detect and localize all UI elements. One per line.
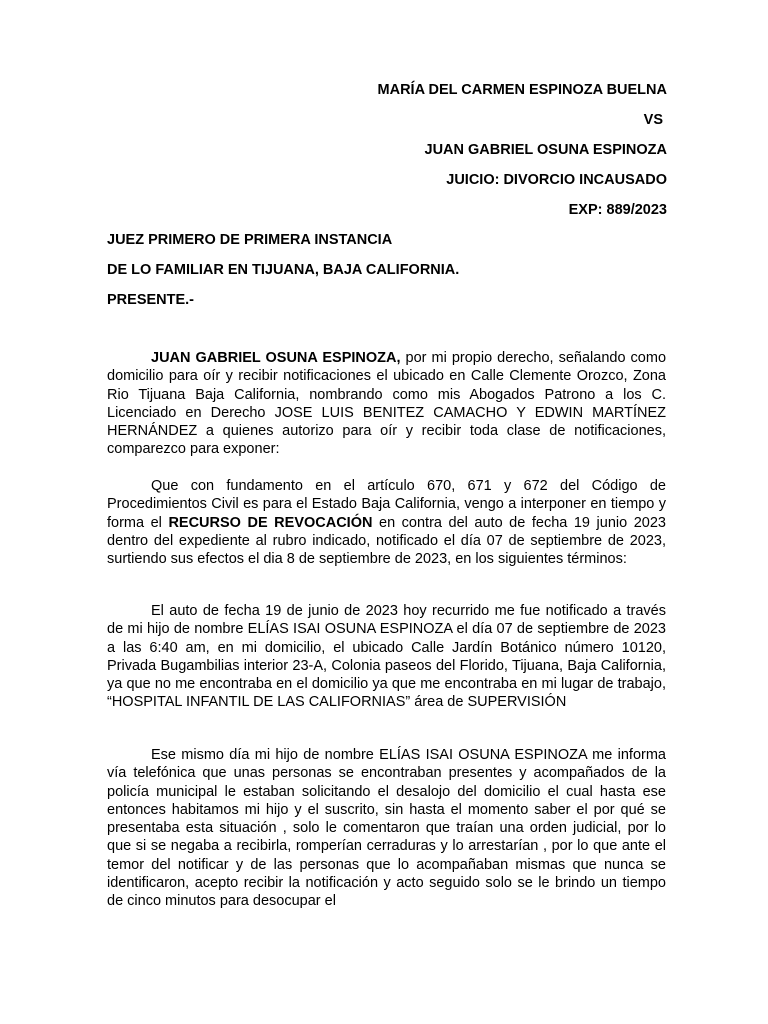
case-type: JUICIO: DIVORCIO INCAUSADO (446, 172, 667, 188)
paragraph-events: Ese mismo día mi hijo de nombre ELÍAS ISAI OSUNA ESPINOZA me informa vía telefónica que unas personas se encontraban presentes y acompañados de la policía municipal le estaban solicitando el desalojo del domicilio el cual hasta ese entonces habitamos mi hijo y el suscrito, sin hasta el momento saber el por qué se presentaba esta situación , solo le comentaron que traían una orden judicial, por lo que si se negaba a recibirla, romperían cerraduras y lo arrestarían , por lo que ante el temor del notificar y de las personas que lo acompañaban mismas que nunca se identificaron, acepto recibir la notificación y acto seguido solo se le brindo un tiempo de cinco minutos para desocupar el (107, 747, 666, 910)
paragraph-legal-basis (107, 477, 666, 568)
legal-basis-text-b: en contra del auto de fecha 19 junio 2023 dentro del expediente al rubro indicado, notificado el día 07 de septiembre de 2023, surtiendo sus efectos el dia 8 de septiembre de 2023, en los siguientes términos: (107, 514, 666, 568)
petitioner-name: JUAN GABRIEL OSUNA ESPINOZA, (151, 350, 401, 366)
paragraph-notification: El auto de fecha 19 de junio de 2023 hoy recurrido me fue notificado a través de mi hijo de nombre ELÍAS ISAI OSUNA ESPINOZA el día 07 de septiembre de 2023 a las 6:40 am, en mi domicilio, el ubicado Calle Jardín Botánico número 10120, Privada Bugambilias interior 23-A, Colonia paseos del Florido, Tijuana, Baja California, ya que no me encontraba en el domicilio ya que me encontraba en mi lugar de trabajo, “HOSPITAL INFANTIL DE LAS CALIFORNIAS” área de SUPERVISIÓN (107, 603, 666, 711)
versus-label: VS (643, 112, 663, 128)
intro-text: por mi propio derecho, señalando como domicilio para oír y recibir notificaciones el ubicado en Calle Clemente Orozco, Zona Rio Tijuana Baja California, nombrando como mis Abogados Patrono a los C. Licenciado en Derecho JOSE LUIS BENITEZ CAMACHO Y EDWIN MARTÍNEZ HERNÁNDEZ a quienes autorizo para oír y recibir toda clase de notificaciones, comparezco para exponer: (107, 350, 667, 458)
addressee-judge: JUEZ PRIMERO DE PRIMERA INSTANCIA (107, 232, 393, 248)
case-number: EXP: 889/2023 (568, 202, 667, 218)
defendant-name: JUAN GABRIEL OSUNA ESPINOZA (424, 142, 667, 158)
remedy-name: RECURSO DE REVOCACIÓN (168, 514, 373, 531)
plaintiff-name: MARÍA DEL CARMEN ESPINOZA BUELNA (377, 82, 667, 98)
addressee-presente: PRESENTE.- (107, 292, 195, 308)
addressee-court: DE LO FAMILIAR EN TIJUANA, BAJA CALIFORNIA. (107, 262, 460, 278)
legal-basis-text-a: Que con fundamento en el artículo 670, 671 y 672 del Código de Procedimientos Civil es para el Estado Baja California, vengo a interponer en tiempo y forma el (107, 478, 666, 531)
paragraph-intro (107, 349, 666, 459)
